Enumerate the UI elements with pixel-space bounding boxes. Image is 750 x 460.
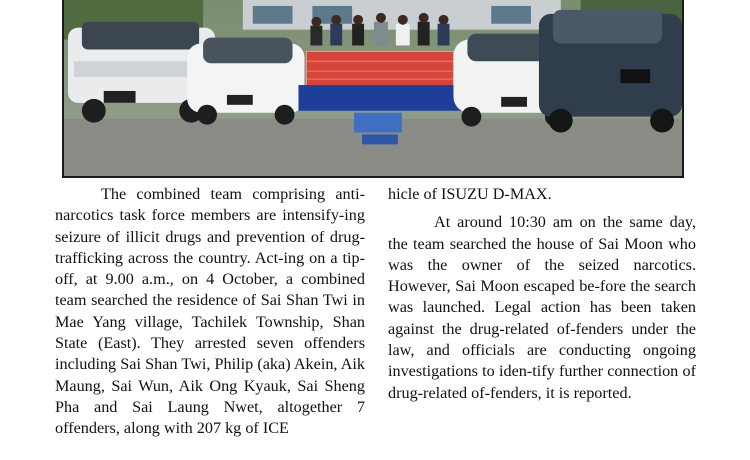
article-paragraph-1: The combined team comprising anti-narcotics task force members are intensify-ing seizure of illicit drugs and prevention of drug-trafficking across the country. Act-ing on a tip-off, at 9.00 a.m., on 4 October, a combined team searched the residence of Sai Shan Twi in Mae Yang village, Tachilek Township, Shan State (East). They arrested seven offenders including Sai Shan Twi, Philip (aka) Akein, Aik Maung, Sai Wun, Aik Ong Kyauk, Sai Sheng Pha and Sai Laung Nwet, altogether 7 offenders, along with 207 kg of ICE [55,185,365,438]
news-photo [62,0,684,178]
dark-suv [539,10,682,133]
article-paragraph-2: At around 10:30 am on the same day, the team searched the house of Sai Moon who was the owner of the seized narcotics. However, Sai Moon escaped be-fore the search was launched. Legal action has been taken against the drug-related of-fenders under the law, and officials are conducting ongoing investigations to iden-tify further connection of drug-related of-fenders, it is reported. [388,213,696,402]
article-left-column [55,184,365,440]
white-sedan [187,38,304,125]
article-right-column [388,184,696,404]
seized-vehicles-photo [64,0,682,176]
article-continuation: hicle of ISUZU D-MAX. [388,185,552,203]
